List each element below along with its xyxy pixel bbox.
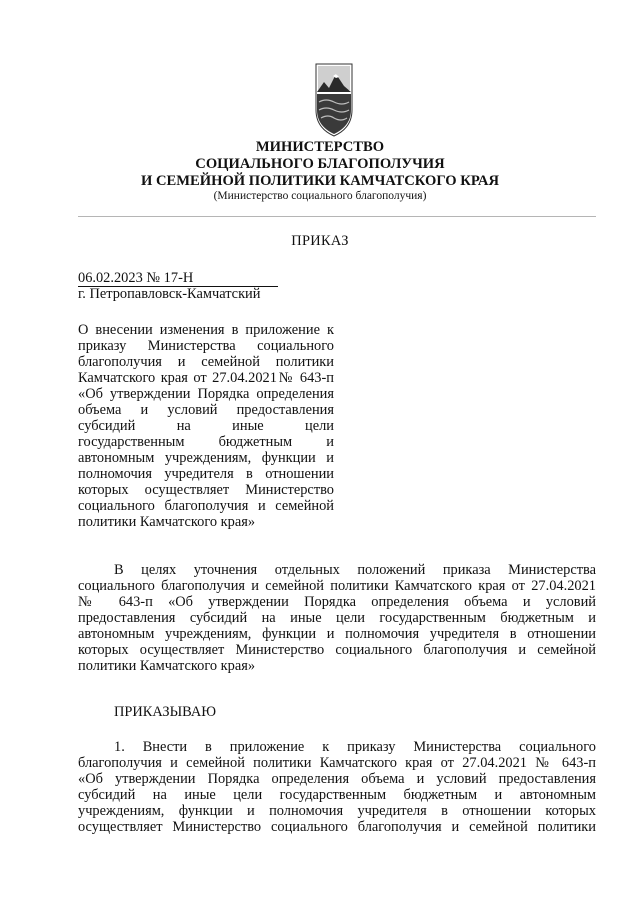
ministry-title-line-1: МИНИСТЕРСТВО: [255, 139, 385, 155]
subject-line: приказу Министерства социального: [78, 338, 334, 354]
preamble-line: В целях уточнения отдельных положений приказа Министерства: [114, 562, 596, 578]
ministry-title-line-2: СОЦИАЛЬНОГО БЛАГОПОЛУЧИЯ: [195, 156, 445, 172]
item-1-line: учреждениям, функции и полномочия учредителя в отношении которых: [78, 803, 596, 819]
header-divider: [78, 216, 596, 217]
subject-line: объема и условий предоставления: [78, 402, 334, 418]
order-word: ПРИКАЗЫВАЮ: [114, 704, 217, 720]
item-1-line: субсидий на иные цели государственным бюджетным и автономным: [78, 787, 596, 803]
subject-line: О внесении изменения в приложение к: [78, 322, 334, 338]
preamble-line: № 643-п «Об утверждении Порядка определения объема и условий: [78, 594, 596, 610]
preamble-line: автономным учреждениям, функции и полномочия учредителя в отношении: [78, 626, 596, 642]
ministry-short-name: (Министерство социального благополучия): [213, 190, 427, 202]
preamble-line: политики Камчатского края»: [78, 658, 256, 674]
ministry-title-line-3: И СЕМЕЙНОЙ ПОЛИТИКИ КАМЧАТСКОГО КРАЯ: [140, 173, 500, 189]
preamble-line: социального благополучия и семейной политики Камчатского края от 27.04.2021: [78, 578, 596, 594]
subject-line: которых осуществляет Министерство: [78, 482, 334, 498]
subject-line: субсидий на иные цели: [78, 418, 334, 434]
subject-line: «Об утверждении Порядка определения: [78, 386, 334, 402]
subject-line: Камчатского края от 27.04.2021№ 643-п: [78, 370, 334, 386]
subject-line: автономным учреждениям, функции и: [78, 450, 334, 466]
document-type: ПРИКАЗ: [291, 233, 349, 249]
date-number: 06.02.2023 № 17-Н: [78, 270, 278, 287]
subject-line: государственным бюджетным и: [78, 434, 334, 450]
subject-line: социального благополучия и семейной: [78, 498, 334, 514]
subject-line: полномочия учредителя в отношении: [78, 466, 334, 482]
preamble-line: предоставления субсидий на иные цели государственным бюджетным и: [78, 610, 596, 626]
subject-line: благополучия и семейной политики: [78, 354, 334, 370]
city: г. Петропавловск-Камчатский: [78, 286, 261, 302]
item-1-line: «Об утверждении Порядка определения объема и условий предоставления: [78, 771, 596, 787]
item-1-line: осуществляет Министерство социального благополучия и семейной политики: [78, 819, 596, 835]
subject-line: политики Камчатского края»: [78, 514, 256, 530]
preamble-line: которых осуществляет Министерство социального благополучия и семейной: [78, 642, 596, 658]
item-1-line: 1. Внести в приложение к приказу Министерства социального: [114, 739, 596, 755]
kamchatka-coat-of-arms-icon: [314, 62, 354, 138]
item-1-line: благополучия и семейной политики Камчатского края от 27.04.2021 № 643-п: [78, 755, 596, 771]
